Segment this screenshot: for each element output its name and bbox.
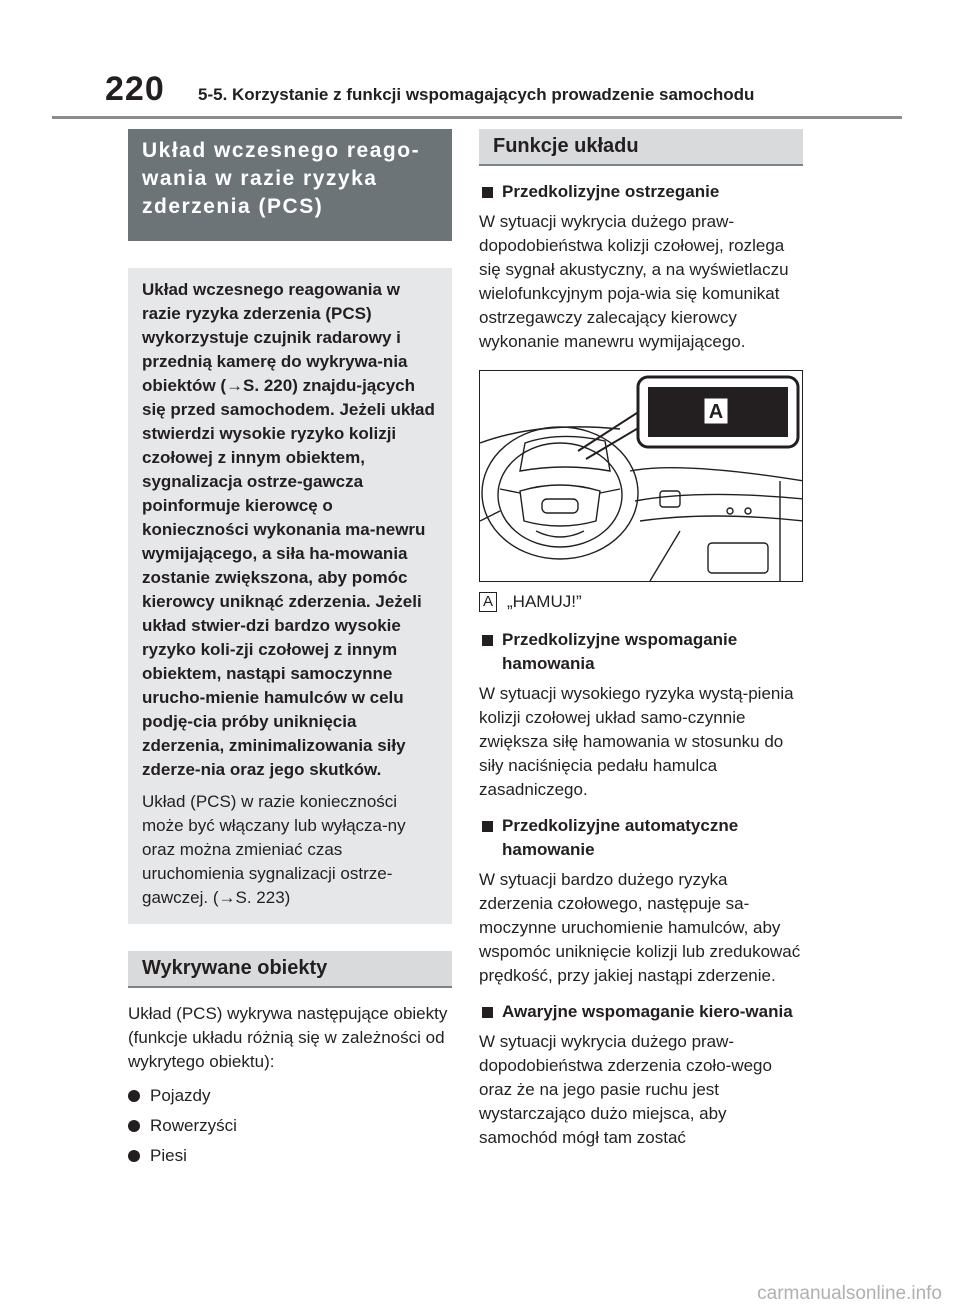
pcs-title: Układ wczesnego reago- wania w razie ryzyka zderzenia (PCS) (128, 129, 452, 241)
bullet-icon (128, 1150, 140, 1162)
steering-assist-text: W sytuacji wykrycia dużego praw-dopodobieństwa zderzenia czoło-wego oraz że na jego pasie ruchu jest wystarczająco dużo miejsca, aby samochód mógł tam zostać (479, 1032, 772, 1147)
intro-bold-text: Układ wczesnego reagowania w razie ryzyka zderzenia (PCS) wykorzystuje czujnik radarowy i przednią kamerę do wykrywa-nia obiektów (→S. 220) znajdu-jących się przed samochodem. Jeżeli układ stwierdzi wysokie ryzyko kolizji czołowej z innym obiektem, sygnalizacja ostrze-gawcza poinformuje kierowcę o konieczności wykonania ma-newru wymijającego, a siła ha-mowania zostanie zwiększona, aby pomóc kierowcy uniknąć zderzenia. Jeżeli układ stwier-dzi bardzo wysokie ryzyko koli-zji czołowej z innym obiektem, nastąpi samoczynne urucho-mienie hamulców w celu podję-cia próby uniknięcia zderzenia, zminimalizowania siły zderze-nia oraz jego skutków. (142, 280, 435, 779)
detected-objects-title: Wykrywane obiekty (128, 951, 452, 988)
watermark: carmanualsonline.info (757, 1283, 942, 1304)
dashboard-illustration (479, 370, 803, 582)
functions-title: Funkcje układu (479, 129, 803, 166)
intro-box (128, 268, 452, 924)
bullet-icon (128, 1090, 140, 1102)
detected-objects-list (128, 1084, 452, 1168)
caption-text: „HAMUJ!” (507, 592, 582, 611)
dashboard-drawing (480, 371, 803, 582)
square-bullet-icon (482, 635, 493, 646)
square-bullet-icon (482, 187, 493, 198)
page-number: 220 (105, 70, 165, 108)
list-item-label: Piesi (150, 1146, 187, 1165)
figure-label-a: A (708, 401, 724, 423)
list-item (128, 1144, 452, 1168)
list-item (128, 1114, 452, 1138)
square-bullet-icon (482, 821, 493, 832)
brake-assist-heading: Przedkolizyjne wspomaganie hamowania (479, 628, 803, 676)
caption-label-box: A (479, 592, 497, 612)
auto-brake-text: W sytuacji bardzo dużego ryzyka zderzenia czołowego, następuje sa-moczynne uruchomienie hamulców, aby wspomóc uniknięcie kolizji lub zredukować prędkość, przy jakiej nastąpi zderzenie. (479, 870, 801, 985)
auto-brake-heading: Przedkolizyjne automatyczne hamowanie (479, 814, 803, 862)
figure-caption (479, 590, 803, 614)
list-item (128, 1084, 452, 1108)
warning-text: W sytuacji wykrycia dużego praw-dopodobieństwa kolizji czołowej, rozlega się sygnał akustyczny, a na wyświetlaczu wielofunkcyjnym poja-wia się komunikat ostrzegawczy zalecający kierowcy wykonanie manewru wymijającego. (479, 212, 789, 351)
warning-heading: Przedkolizyjne ostrzeganie (479, 180, 803, 204)
right-column (479, 129, 803, 1150)
bullet-icon (128, 1120, 140, 1132)
steering-assist-heading: Awaryjne wspomaganie kiero-wania (479, 1000, 803, 1024)
list-item-label: Rowerzyści (150, 1116, 237, 1135)
intro-normal-text: Układ (PCS) w razie konieczności może być włączany lub wyłącza-ny oraz można zmieniać czas uruchomienia sygnalizacji ostrze-gawczej. (→S. 223) (142, 792, 406, 907)
detected-objects-text: Układ (PCS) wykrywa następujące obiekty (funkcje układu różnią się w zależności od wykrytego obiektu): (128, 1004, 448, 1071)
section-title: 5-5. Korzystanie z funkcji wspomagających prowadzenie samochodu (198, 85, 755, 104)
square-bullet-icon (482, 1007, 493, 1018)
left-column (128, 129, 452, 1168)
header-rule (52, 116, 902, 119)
list-item-label: Pojazdy (150, 1086, 211, 1105)
brake-assist-text: W sytuacji wysokiego ryzyka wystą-pienia kolizji czołowej układ samo-czynnie zwiększa siłę hamowania w stosunku do siły naciśnięcia pedału hamulca zasadniczego. (479, 684, 794, 799)
